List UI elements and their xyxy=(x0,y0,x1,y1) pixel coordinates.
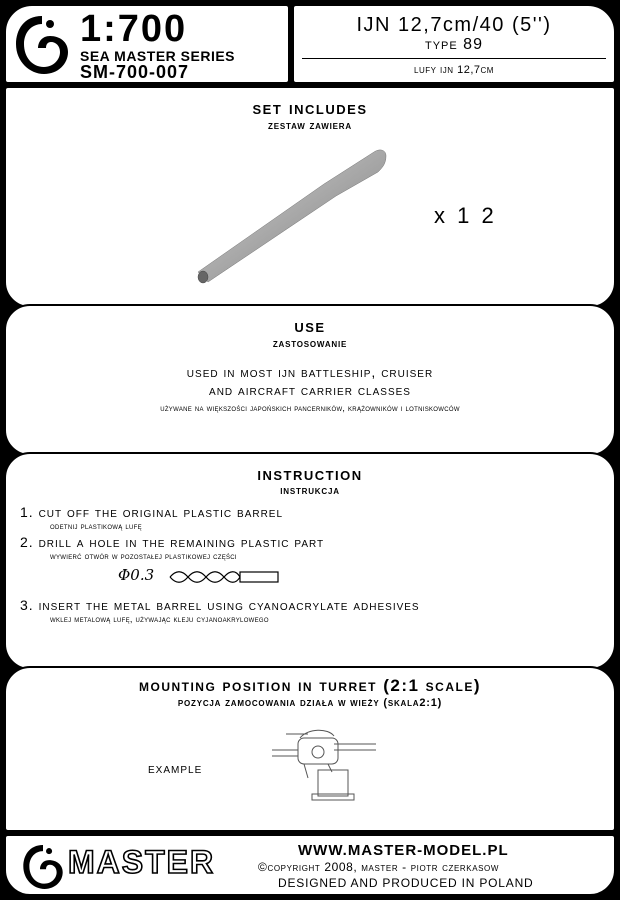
use-subtitle: zastosowanie xyxy=(272,338,348,350)
step-2-polish: wywierć otwór w pozostałej plastikowej części xyxy=(50,551,237,561)
use-polish: używane na większości japońskich pancerników, krążowników i lotniskowców xyxy=(160,403,460,413)
header-divider xyxy=(302,58,606,59)
step-3-text: 3. insert the metal barrel using cyanoacrylate adhesives xyxy=(20,597,420,613)
step-3-polish: wklej metalową lufę, używając kleju cyjanoakrylowego xyxy=(50,614,269,624)
product-code: SM-700-007 xyxy=(80,62,190,82)
copyright-text: ©copyright 2008, master - piotr czerkasow xyxy=(258,860,500,874)
designed-in-text: DESIGNED AND PRODUCED IN POLAND xyxy=(278,876,534,890)
step-1-text: 1. cut off the original plastic barrel xyxy=(20,504,284,520)
set-includes-subtitle: zestaw zawiera xyxy=(268,120,352,132)
set-includes-title: set includes xyxy=(252,98,368,119)
brand-wordmark: MASTER xyxy=(68,844,216,880)
master-brand-icon xyxy=(20,842,66,892)
series-label: SEA MASTER SERIES xyxy=(80,48,236,64)
header-logo-panel xyxy=(4,4,290,84)
instruction-title: instruction xyxy=(257,464,363,485)
set-includes-section xyxy=(4,86,616,308)
use-line-2: and aircraft carrier classes xyxy=(209,382,411,398)
step-2-text: 2. drill a hole in the remaining plastic part xyxy=(20,534,325,550)
example-label: example xyxy=(148,760,203,776)
step-1-polish: odetnij plastikową lufę xyxy=(50,521,142,531)
use-line-1: used in most ijn battleship, cruiser xyxy=(186,364,434,380)
footer-panel xyxy=(4,834,616,896)
mounting-subtitle: pozycja zamocowania działa w wieży (skala2:1) xyxy=(177,697,443,709)
barrel-image xyxy=(186,138,406,288)
drill-diameter-label: Φ0.3 xyxy=(118,566,155,584)
turret-diagram xyxy=(268,720,378,804)
website-link[interactable]: WWW.MASTER-MODEL.PL xyxy=(298,842,509,859)
master-logo-icon xyxy=(12,12,72,78)
mounting-title: mounting position in turret (2:1 scale) xyxy=(138,676,481,695)
product-title: IJN 12,7cm/40 (5'') xyxy=(356,14,552,36)
product-subtitle: type 89 xyxy=(425,36,483,53)
instruction-subtitle: instrukcja xyxy=(280,485,340,497)
polish-title: lufy ijn 12,7cm xyxy=(414,64,494,76)
scale-label: 1:700 xyxy=(80,8,188,50)
instruction-section xyxy=(4,452,616,670)
quantity-label: x 1 2 xyxy=(434,203,497,228)
use-title: use xyxy=(294,316,326,337)
mounting-section xyxy=(4,666,616,832)
use-section xyxy=(4,304,616,456)
header-info-panel xyxy=(292,4,616,84)
drill-bit-icon xyxy=(168,568,280,586)
